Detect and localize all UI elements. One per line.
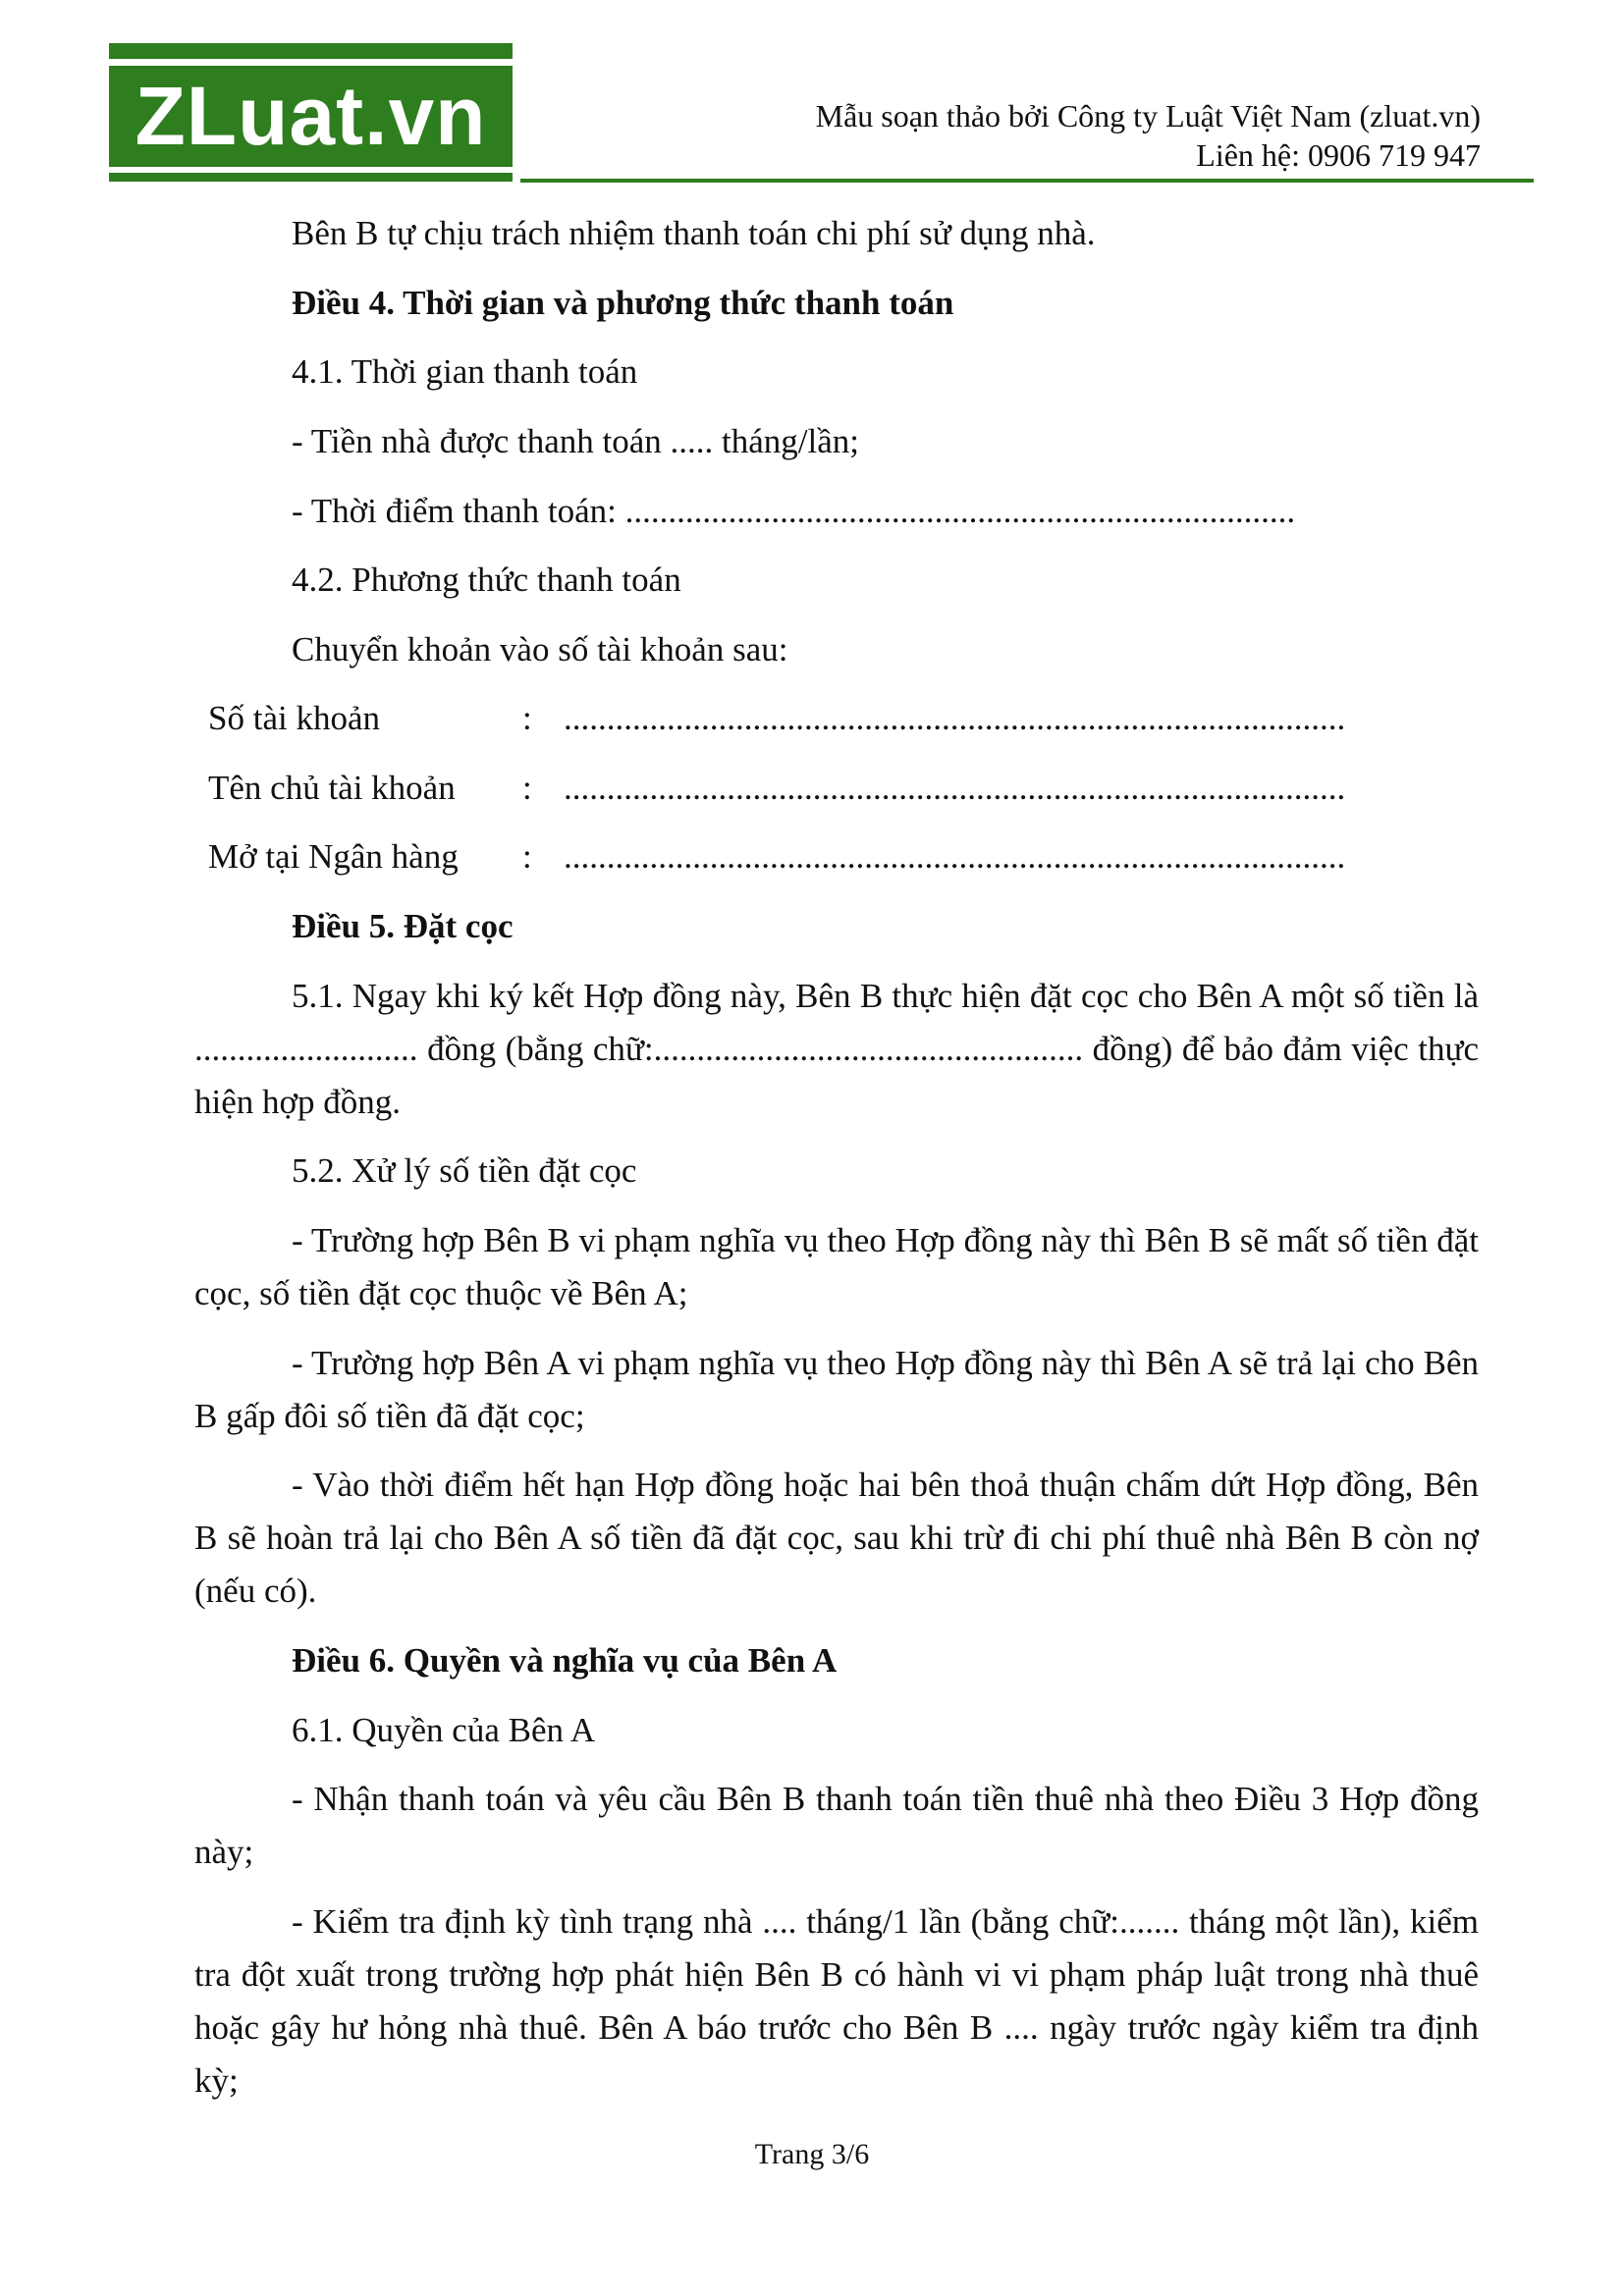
account-bank-row	[208, 830, 1345, 883]
logo-text: ZLuat.vn	[109, 66, 513, 167]
account-label: Số tài khoản	[208, 699, 380, 737]
account-colon: :	[522, 699, 532, 737]
account-number-row	[208, 692, 1345, 745]
logo	[109, 43, 513, 181]
section-6-1: 6.1. Quyền của Bên A	[292, 1711, 596, 1749]
account-value: ...........................................................................................	[564, 769, 1346, 807]
section-6-1-item-a: - Nhận thanh toán và yêu cầu Bên B thanh toán tiền thuê nhà theo Điều 3 Hợp đồng này;	[194, 1780, 1479, 1871]
section-5-2-item-a: - Trường hợp Bên B vi phạm nghĩa vụ theo Hợp đồng này thì Bên B sẽ mất số tiền đặt cọc, số tiền đặt cọc thuộc về Bên A;	[194, 1221, 1479, 1312]
section-5-1: 5.1. Ngay khi ký kết Hợp đồng này, Bên B thực hiện đặt cọc cho Bên A một số tiền là .......................... đồng (bằng chữ:.................................................. đồng) để bảo đảm việc thực hiện hợp đồng.	[194, 977, 1479, 1121]
header-line-2: Liên hệ: 0906 719 947	[1196, 137, 1481, 173]
page-number: Trang 3/6	[754, 2138, 870, 2170]
section-4-2-item-a: Chuyển khoản vào số tài khoản sau:	[292, 630, 788, 668]
section-5-2-item-c: - Vào thời điểm hết hạn Hợp đồng hoặc hai bên thoả thuận chấm dứt Hợp đồng, Bên B sẽ hoàn trả lại cho Bên A số tiền đã đặt cọc, sau khi trừ đi chi phí thuê nhà Bên B còn nợ (nếu có).	[194, 1466, 1479, 1610]
account-label: Mở tại Ngân hàng	[208, 837, 459, 876]
account-holder-row	[208, 762, 1345, 815]
section-4-1-item-a: - Tiền nhà được thanh toán ..... tháng/lần;	[292, 422, 859, 460]
header-info	[816, 96, 1481, 175]
paragraph-payment-costs: Bên B tự chịu trách nhiệm thanh toán chi phí sử dụng nhà.	[292, 214, 1096, 252]
section-6-1-item-b: - Kiểm tra định kỳ tình trạng nhà .... tháng/1 lần (bằng chữ:....... tháng một lần), kiểm tra đột xuất trong trường hợp phát hiện Bên B có hành vi vi phạm pháp luật trong nhà thuê hoặc gây hư hỏng nhà thuê. Bên A báo trước cho Bên B .... ngày trước ngày kiểm tra định kỳ;	[194, 1902, 1479, 2100]
section-5-2: 5.2. Xử lý số tiền đặt cọc	[292, 1151, 637, 1190]
article-6-title: Điều 6. Quyền và nghĩa vụ của Bên A	[292, 1641, 838, 1680]
account-value: ...........................................................................................	[564, 699, 1346, 737]
account-colon: :	[522, 837, 532, 876]
header-line-1: Mẫu soạn thảo bởi Công ty Luật Việt Nam (zluat.vn)	[815, 98, 1481, 133]
article-4-title: Điều 4. Thời gian và phương thức thanh toán	[292, 284, 954, 322]
logo-top-bar	[109, 43, 513, 59]
section-4-2: 4.2. Phương thức thanh toán	[292, 561, 681, 599]
account-label: Tên chủ tài khoản	[208, 769, 456, 807]
header-divider	[520, 179, 1534, 183]
article-5-title: Điều 5. Đặt cọc	[292, 907, 514, 945]
section-4-1-item-b: - Thời điểm thanh toán: ..............................................................................	[292, 492, 1296, 530]
account-colon: :	[522, 769, 532, 807]
section-4-1: 4.1. Thời gian thanh toán	[292, 352, 638, 391]
account-value: ...........................................................................................	[564, 837, 1346, 876]
section-5-2-item-b: - Trường hợp Bên A vi phạm nghĩa vụ theo Hợp đồng này thì Bên A sẽ trả lại cho Bên B gấp đôi số tiền đã đặt cọc;	[194, 1344, 1479, 1435]
logo-bottom-bar	[109, 173, 513, 182]
